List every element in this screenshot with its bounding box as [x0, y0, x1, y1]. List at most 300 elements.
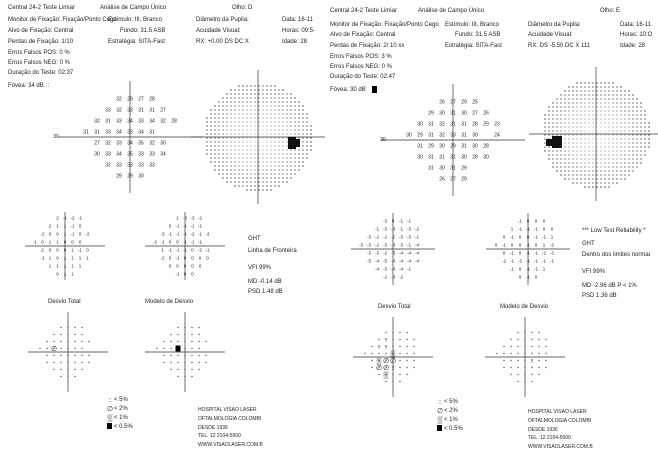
- left-pattern-prob-dot: [184, 355, 185, 356]
- right-grayscale-dot: [588, 182, 589, 183]
- left-grayscale-dot: [279, 130, 280, 131]
- right-grayscale-dot: [576, 82, 577, 83]
- right-pattern-prob-dot: [503, 346, 504, 347]
- right-grayscale-dot: [624, 94, 625, 95]
- right-grayscale-dot: [588, 106, 589, 107]
- left-grayscale-dot: [218, 145, 219, 146]
- left-pattern-prob-dot: [198, 362, 199, 363]
- right-pos: Erros Falsos POS: 3 %: [330, 54, 392, 60]
- right-threshold-value: 31: [439, 154, 445, 161]
- right-grayscale-dot: [592, 102, 593, 103]
- left-grayscale-dot: [290, 157, 291, 158]
- right-grayscale-dot: [560, 154, 561, 155]
- left-pattern-dev-value: -1: [182, 231, 188, 237]
- right-pattern-prob-dot: [517, 339, 518, 340]
- right-grayscale-dot: [588, 102, 589, 103]
- legend-symbol-05-r: [437, 425, 442, 431]
- left-threshold-value: 30: [94, 151, 100, 158]
- left-threshold-value: 27: [160, 107, 166, 114]
- right-pattern-dev-value: -1: [525, 266, 531, 272]
- right-pattern-prob-dot: [531, 367, 532, 368]
- left-grayscale-dot: [262, 181, 263, 182]
- left-grayscale-dot: [263, 138, 264, 139]
- right-grayscale-dot: [596, 186, 597, 187]
- right-grayscale-dot: [581, 123, 582, 124]
- left-grayscale-dot: [298, 113, 299, 114]
- right-grayscale-dot: [605, 119, 606, 120]
- right-grayscale-dot: [585, 131, 586, 132]
- right-total-prob-symbol-5: ::: [391, 365, 395, 372]
- right-grayscale-dot: [608, 86, 609, 87]
- left-grayscale-dot: [310, 125, 311, 126]
- left-grayscale-dot: [230, 105, 231, 106]
- left-threshold-value: 29: [127, 173, 133, 180]
- right-grayscale-dot: [596, 106, 597, 107]
- right-pattern-prob-dot: [510, 339, 511, 340]
- left-total-prob-dot: [74, 376, 75, 377]
- legend-2-r: < 2%: [444, 408, 458, 414]
- left-total-prob-dot: [67, 327, 68, 328]
- left-grayscale-dot: [214, 117, 215, 118]
- right-grayscale-dot: [564, 110, 565, 111]
- left-total-prob-dot: [60, 369, 61, 370]
- left-grayscale-dot: [258, 181, 259, 182]
- left-total-dev-value: -1: [62, 215, 68, 221]
- left-grayscale-dot: [238, 165, 239, 166]
- right-grayscale-dot: [572, 106, 573, 107]
- right-grayscale-dot: [613, 123, 614, 124]
- left-grayscale-dot: [246, 189, 247, 190]
- clinic-line-2: OFTALMOLOGIA COLOMBI: [198, 416, 262, 422]
- left-grayscale-dot: [230, 129, 231, 130]
- right-threshold-value: 33: [450, 132, 456, 139]
- left-pattern-dev-value: 0: [183, 255, 187, 261]
- left-grayscale-dot: [206, 149, 207, 150]
- right-grayscale-dot: [581, 143, 582, 144]
- right-grayscale-dot: [592, 86, 593, 87]
- right-grayscale-dot: [585, 151, 586, 152]
- right-grayscale-dot: [580, 102, 581, 103]
- right-total-dev-value: -3: [406, 234, 412, 240]
- left-grayscale-dot: [279, 146, 280, 147]
- left-grayscale-dot: [242, 113, 243, 114]
- left-grayscale-dot: [286, 145, 287, 146]
- right-threshold-value: 30: [417, 121, 423, 128]
- left-total-dev-value: -1: [77, 247, 83, 253]
- right-pattern-dev-value: -2: [549, 250, 555, 256]
- left-grayscale-dot: [278, 181, 279, 182]
- right-grayscale-dot: [601, 139, 602, 140]
- left-grayscale-dot: [286, 113, 287, 114]
- right-grayscale-dot: [600, 178, 601, 179]
- right-grayscale-dot: [620, 102, 621, 103]
- right-pattern-dev-value: -2: [541, 250, 547, 256]
- right-grayscale-dot: [588, 162, 589, 163]
- left-grayscale-dot: [262, 165, 263, 166]
- right-grayscale-dot: [564, 154, 565, 155]
- left-grayscale-dot: [246, 97, 247, 98]
- right-total-prob-dot: [399, 360, 400, 361]
- right-threshold-value: 30: [472, 132, 478, 139]
- right-total-dev-value: -2: [390, 234, 396, 240]
- left-pattern-prob-dot: [191, 327, 192, 328]
- right-grayscale-dot: [592, 186, 593, 187]
- right-total-prob-symbol-1: ▒: [390, 351, 396, 358]
- right-total-prob-dot: [392, 346, 393, 347]
- right-grayscale-dot: [580, 98, 581, 99]
- left-total-prob-dot: [74, 348, 75, 349]
- left-grayscale-dot: [286, 153, 287, 154]
- right-pattern-prob-symbol-5: ::: [530, 358, 534, 365]
- right-pattern-dev-value: 0: [518, 242, 522, 248]
- left-grayscale-dot: [302, 165, 303, 166]
- left-grayscale-dot: [310, 133, 311, 134]
- left-pattern-dev-value: 0: [168, 239, 172, 245]
- left-grayscale-dot: [274, 181, 275, 182]
- left-threshold-value: 33: [138, 118, 144, 125]
- right-grayscale-dot: [548, 154, 549, 155]
- right-grayscale-dot: [612, 98, 613, 99]
- left-grayscale-dot: [270, 157, 271, 158]
- left-grayscale-dot: [234, 97, 235, 98]
- right-grayscale-dot: [597, 155, 598, 156]
- right-horas: Horas: 10:O: [620, 32, 653, 38]
- right-total-dev-value: -4: [374, 258, 380, 264]
- right-grayscale-dot: [564, 146, 565, 147]
- right-grayscale-dot: [632, 122, 633, 123]
- right-grayscale-dot: [612, 114, 613, 115]
- right-grayscale-dot: [568, 142, 569, 143]
- right-pattern-dev-value: -1: [541, 258, 547, 264]
- right-grayscale-dot: [608, 158, 609, 159]
- legend-symbol-2: ∅: [106, 406, 114, 413]
- left-grayscale-dot: [286, 149, 287, 150]
- right-grayscale-dot: [548, 118, 549, 119]
- right-grayscale-dot: [624, 166, 625, 167]
- right-grayscale-dot: [564, 122, 565, 123]
- right-total-prob-dot: [413, 360, 414, 361]
- left-grayscale-dot: [226, 149, 227, 150]
- left-grayscale-dot: [246, 165, 247, 166]
- left-grayscale-dot: [230, 137, 231, 138]
- left-grayscale-dot: [218, 161, 219, 162]
- right-grayscale-dot: [612, 86, 613, 87]
- right-grayscale-dot: [608, 166, 609, 167]
- left-grayscale-dot: [246, 161, 247, 162]
- left-pattern-dev-value: -2: [160, 255, 165, 261]
- right-grayscale-dot: [617, 135, 618, 136]
- right-grayscale-dot: [580, 86, 581, 87]
- right-total-dev-value: -4: [398, 258, 404, 264]
- left-total-dev-value: 1: [63, 231, 67, 237]
- right-total-dev-value: -4: [414, 258, 420, 264]
- right-grayscale-dot: [560, 130, 561, 131]
- right-grayscale-dot: [612, 110, 613, 111]
- right-grayscale-dot: [580, 170, 581, 171]
- left-grayscale-dot: [214, 157, 215, 158]
- left-grayscale-dot: [262, 109, 263, 110]
- right-grayscale-dot: [628, 158, 629, 159]
- left-grayscale-dot: [282, 177, 283, 178]
- right-grayscale-dot: [576, 102, 577, 103]
- left-grayscale-dot: [235, 130, 236, 131]
- right-total-dev-value: -2: [382, 250, 388, 256]
- left-grayscale-dot: [279, 134, 280, 135]
- right-grayscale-dot: [564, 174, 565, 175]
- right-grayscale-dot: [572, 114, 573, 115]
- left-grayscale-dot: [259, 130, 260, 131]
- left-grayscale-dot: [294, 125, 295, 126]
- right-grayscale-dot: [600, 170, 601, 171]
- left-grayscale-dot: [239, 138, 240, 139]
- right-grayscale-dot: [552, 114, 553, 115]
- right-pattern-prob-dot: [524, 367, 525, 368]
- left-pattern-dev-value: -1: [175, 247, 180, 253]
- left-threshold-value: 28: [149, 96, 155, 103]
- left-alvo: Alvo de Fixação: Central: [8, 28, 74, 34]
- right-pattern-prob-dot: [524, 332, 525, 333]
- left-grayscale-dot: [242, 157, 243, 158]
- right-pattern-prob-dot: [545, 353, 546, 354]
- left-grayscale-dot: [290, 133, 291, 134]
- right-grayscale-dot: [632, 118, 633, 119]
- left-grayscale-dot: [234, 165, 235, 166]
- left-total-dev-value: 2: [41, 247, 44, 253]
- clinic-line-5-r: WWW.VISAOLASER.COM.B: [528, 444, 593, 450]
- left-grayscale-dot: [298, 129, 299, 130]
- right-threshold-value: 30: [472, 143, 478, 150]
- legend-1-r: < 1%: [444, 417, 458, 423]
- left-grayscale-dot: [262, 93, 263, 94]
- right-idade: Idade: 28: [620, 43, 646, 49]
- right-grayscale-dot: [544, 138, 545, 139]
- left-grayscale-dot: [258, 173, 259, 174]
- left-grayscale-dot: [271, 154, 272, 155]
- right-grayscale-dot: [592, 174, 593, 175]
- left-total-dev-value: 0: [48, 247, 52, 253]
- left-grayscale-dot: [263, 146, 264, 147]
- left-duracao: Duração do Teste: 02:37: [8, 70, 74, 76]
- right-total-prob-symbol-2: ∅: [382, 365, 390, 372]
- clinic-line-3: DESDE 1936: [198, 425, 228, 431]
- right-grayscale-dot: [616, 182, 617, 183]
- right-subtitle: Análise de Campo Único: [418, 8, 485, 14]
- left-total-prob-dot: [67, 376, 68, 377]
- right-grayscale-dot: [581, 139, 582, 140]
- left-total-prob-dot: [74, 341, 75, 342]
- right-grayscale-dot: [632, 134, 633, 135]
- right-grayscale-dot: [580, 162, 581, 163]
- left-pattern-prob-dot: [205, 355, 206, 356]
- right-grayscale-dot: [628, 130, 629, 131]
- left-grayscale-dot: [258, 85, 259, 86]
- right-grayscale-dot: [572, 94, 573, 95]
- left-grayscale-dot: [282, 173, 283, 174]
- left-grayscale-dot: [218, 101, 219, 102]
- left-grayscale-dot: [271, 138, 272, 139]
- left-total-dev-value: 1: [78, 263, 82, 269]
- left-pattern-dev-value: -1: [160, 239, 165, 245]
- right-threshold-value: 26: [439, 176, 445, 183]
- left-grayscale-dot: [294, 149, 295, 150]
- left-grayscale-dot: [286, 97, 287, 98]
- left-grayscale-dot: [279, 138, 280, 139]
- left-pattern-dev-value: 0: [191, 247, 194, 253]
- left-grayscale-dot: [230, 93, 231, 94]
- right-grayscale-dot: [612, 158, 613, 159]
- right-grayscale-dot: [604, 158, 605, 159]
- left-grayscale-dot: [270, 189, 271, 190]
- left-total-prob-dot: [74, 362, 75, 363]
- right-grayscale-dot: [584, 162, 585, 163]
- right-grayscale-dot: [624, 118, 625, 119]
- left-grayscale-dot: [306, 141, 307, 142]
- left-total-dev-value: 0: [78, 223, 82, 229]
- left-total-prob-dot: [60, 341, 61, 342]
- right-grayscale-dot: [556, 162, 557, 163]
- left-grayscale-dot: [271, 118, 272, 119]
- right-threshold-value: 30: [461, 110, 467, 117]
- right-grayscale-dot: [620, 134, 621, 135]
- right-grayscale-dot: [564, 118, 565, 119]
- right-grayscale-dot: [576, 90, 577, 91]
- left-total-dev-value: 1: [71, 247, 74, 253]
- left-grayscale-dot: [306, 129, 307, 130]
- left-grayscale-dot: [234, 157, 235, 158]
- right-grayscale-dot: [588, 86, 589, 87]
- left-grayscale-dot: [214, 125, 215, 126]
- right-grayscale-dot: [628, 106, 629, 107]
- right-pattern-dev-value: -2: [549, 242, 555, 248]
- left-pattern-prob-dot: [191, 355, 192, 356]
- left-grayscale-dot: [274, 113, 275, 114]
- right-grayscale-dot: [648, 122, 649, 123]
- left-grayscale-dot: [243, 122, 244, 123]
- right-grayscale-dot: [576, 178, 577, 179]
- left-threshold-value: 33: [116, 118, 122, 125]
- left-pattern-dev-value: 0: [176, 263, 179, 269]
- left-grayscale-dot: [271, 146, 272, 147]
- left-grayscale-dot: [250, 181, 251, 182]
- right-grayscale-dot: [620, 122, 621, 123]
- left-grayscale-dot: [214, 161, 215, 162]
- right-grayscale-dot: [584, 158, 585, 159]
- right-grayscale-dot: [605, 127, 606, 128]
- left-grayscale-dot: [210, 157, 211, 158]
- left-total-dev-value: 1: [71, 255, 74, 261]
- right-threshold-value: 24: [494, 132, 500, 139]
- left-grayscale-dot: [247, 134, 248, 135]
- right-grayscale-dot: [568, 122, 569, 123]
- right-grayscale-dot: [605, 115, 606, 116]
- right-grayscale-dot: [581, 131, 582, 132]
- right-grayscale-dot: [568, 166, 569, 167]
- left-grayscale-dot: [290, 93, 291, 94]
- left-grayscale-dot: [294, 133, 295, 134]
- right-grayscale-dot: [620, 114, 621, 115]
- left-pattern-prob-dot: [177, 376, 178, 377]
- left-grayscale-dot: [230, 133, 231, 134]
- left-grayscale-dot: [251, 138, 252, 139]
- right-grayscale-dot: [584, 86, 585, 87]
- left-total-prob-dot: [81, 334, 82, 335]
- left-grayscale-dot: [247, 142, 248, 143]
- right-grayscale-dot: [588, 174, 589, 175]
- left-grayscale-dot: [230, 177, 231, 178]
- right-threshold-value: 31: [428, 165, 434, 172]
- right-estimulo: Estímulo: III, Branco: [445, 22, 500, 28]
- left-grayscale-dot: [302, 113, 303, 114]
- right-grayscale-dot: [564, 106, 565, 107]
- left-total-dev-value: 0: [78, 231, 82, 237]
- right-grayscale-dot: [593, 135, 594, 136]
- right-grayscale-dot: [616, 146, 617, 147]
- left-grayscale-dot: [294, 113, 295, 114]
- right-grayscale-dot: [593, 127, 594, 128]
- right-grayscale-dot: [592, 90, 593, 91]
- right-threshold-value: 31: [450, 121, 456, 128]
- left-pattern-dev-value: -1: [190, 223, 195, 229]
- left-psd: PSD 1.48 dB: [248, 289, 283, 295]
- left-total-dev-value: 0: [56, 255, 59, 261]
- left-total-prob-dot: [60, 348, 61, 349]
- right-pattern-dev-value: -1: [549, 258, 555, 264]
- left-grayscale-dot: [238, 109, 239, 110]
- right-grayscale-dot: [628, 114, 629, 115]
- right-pattern-prob-dot: [531, 332, 532, 333]
- left-pattern-dev-value: -1: [182, 247, 188, 253]
- right-grayscale-dot: [636, 114, 637, 115]
- right-grayscale-dot: [593, 119, 594, 120]
- left-grayscale-dot: [275, 134, 276, 135]
- right-pattern-dev-value: -1: [501, 242, 507, 248]
- left-threshold-value: 33: [105, 151, 111, 158]
- left-grayscale-dot: [294, 117, 295, 118]
- right-grayscale-dot: [560, 170, 561, 171]
- right-grayscale-dot: [548, 150, 549, 151]
- right-ght-label: GHT: [582, 241, 595, 247]
- left-grayscale-dot: [267, 130, 268, 131]
- left-grayscale-dot: [214, 133, 215, 134]
- right-grayscale-dot: [620, 126, 621, 127]
- left-pattern-dev-value: -3: [182, 215, 188, 221]
- left-grayscale-dot: [263, 114, 264, 115]
- right-grayscale-dot: [648, 146, 649, 147]
- right-grayscale-dot: [628, 94, 629, 95]
- right-grayscale-dot: [600, 174, 601, 175]
- left-grayscale-dot: [247, 122, 248, 123]
- right-grayscale-dot: [636, 106, 637, 107]
- right-grayscale-dot: [596, 94, 597, 95]
- right-grayscale-dot: [544, 134, 545, 135]
- left-horas: Horas: 09:5-: [282, 28, 316, 34]
- right-total-prob-dot: [399, 353, 400, 354]
- left-grayscale-dot: [310, 137, 311, 138]
- right-grayscale-dot: [585, 115, 586, 116]
- left-grayscale-dot: [238, 173, 239, 174]
- right-reliability: *** Low Test Reliability *: [582, 228, 646, 234]
- left-pattern-dev-value: 0: [183, 271, 187, 277]
- left-threshold-value: 34: [138, 129, 144, 136]
- right-total-dev-value: -4: [406, 250, 412, 256]
- left-grayscale-dot: [214, 149, 215, 150]
- left-grayscale-dot: [242, 97, 243, 98]
- right-grayscale-dot: [580, 94, 581, 95]
- right-grayscale-dot: [640, 138, 641, 139]
- left-grayscale-dot: [278, 165, 279, 166]
- left-grayscale-dot: [218, 173, 219, 174]
- left-pattern-dev-value: 0: [191, 271, 194, 277]
